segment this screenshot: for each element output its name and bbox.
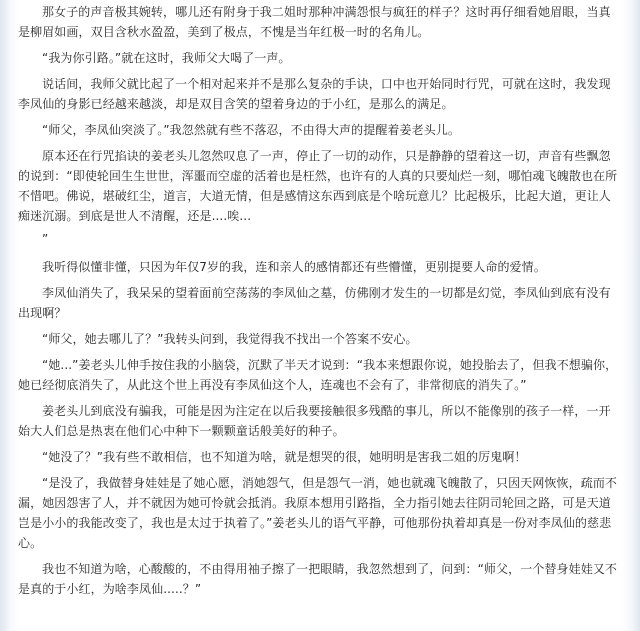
paragraph-4: “师父，李凤仙突淡了。”我忽然就有些不落忍，不由得大声的提醒着姜老头儿。 [42, 123, 461, 137]
paragraph-5: 原本还在行咒掐诀的姜老头儿忽然叹息了一声，停止了一切的动作，只是静静的望着这一切，声音有些飘忽的说到：“即使轮回生生世世，浑噩而空虚的活着也是枉然，也许有的人真的只要灿烂一刻，哪怕魂飞魄散也在所不惜吧。佛说，堪破红尘，道言，大道无情，但是感情这东西到底是个啥玩意儿？比起极乐，比起大道，更让人痴迷沉溺。到底是世人不清醒，还是....唉... [18, 149, 618, 223]
paragraph-8: “师父，她去哪儿了？”我转头问到，我觉得我不找出一个答案不安心。 [42, 332, 418, 346]
paragraph-13: 我也不知道为啥，心酸酸的，不由得用袖子擦了一把眼睛，我忽然想到了，问到：“师父，一个替身娃娃又不是真的于小红，为啥李凤仙.....？” [18, 562, 618, 596]
paragraph-9: “她...”姜老头儿伸手按住我的小脑袋，沉默了半天才说到：“我本来想跟你说，她投胎去了，但我不想骗你，她已经彻底消失了，从此这个世上再没有李凤仙这个人，连魂也不会有了，非常彻底的消失了。” [18, 358, 618, 392]
paragraph-11: “她没了？”我有些不敢相信，也不知道为啥，就是想哭的很，她明明是害我二姐的厉鬼啊！ [42, 450, 527, 464]
paragraph-1: 那女子的声音极其婉转，哪儿还有附身于我二姐时那种冲满怨恨与疯狂的样子？这时再仔细看她眉眼，当真是柳眉如画，双目含秋水盈盈，美到了极点，不愧是当年红极一时的名角儿。 [18, 5, 611, 39]
paragraph-12: “是没了，我做替身娃娃是了她心愿，消她怨气，但是怨气一消，她也就魂飞魄散了，只因天网恢恢，疏而不漏，她因怨害了人，并不就因为她可怜就会抵消。我原本想用引路指，全力指引她去往阴司轮回之路，可是天道岂是小小的我能改变了，我也是太过于执着了。”姜老头儿的语气平静，可他那份执着却真是一份对李凤仙的慈悲心。 [18, 476, 618, 550]
paragraph-6: 我听得似懂非懂，只因为年仅7岁的我，连和亲人的感情都还有些懵懂，更别提要人命的爱情。 [42, 260, 546, 274]
paragraph-5-closing-quote: ” [42, 232, 49, 246]
article-body [18, 0, 622, 605]
paragraph-2: “我为你引路。”就在这时，我师父大喝了一声。 [42, 51, 291, 65]
paragraph-10: 姜老头儿到底没有骗我，可能是因为注定在以后我要接触很多残酷的事儿，所以不能像别的孩子一样，一开始大人们总是热衷在他们心中种下一颗颗童话般美好的种子。 [18, 404, 611, 438]
paragraph-3: 说话间，我师父就比起了一个相对起来并不是那么复杂的手诀，口中也开始同时行咒，可就在这时，我发现李凤仙的身影已经越来越淡，却是双目含笑的望着身边的于小红，是那么的满足。 [18, 77, 611, 111]
paragraph-7: 李凤仙消失了，我呆呆的望着面前空荡荡的李凤仙之墓，仿佛刚才发生的一切都是幻觉，李凤仙到底有没有出现啊？ [18, 286, 611, 320]
